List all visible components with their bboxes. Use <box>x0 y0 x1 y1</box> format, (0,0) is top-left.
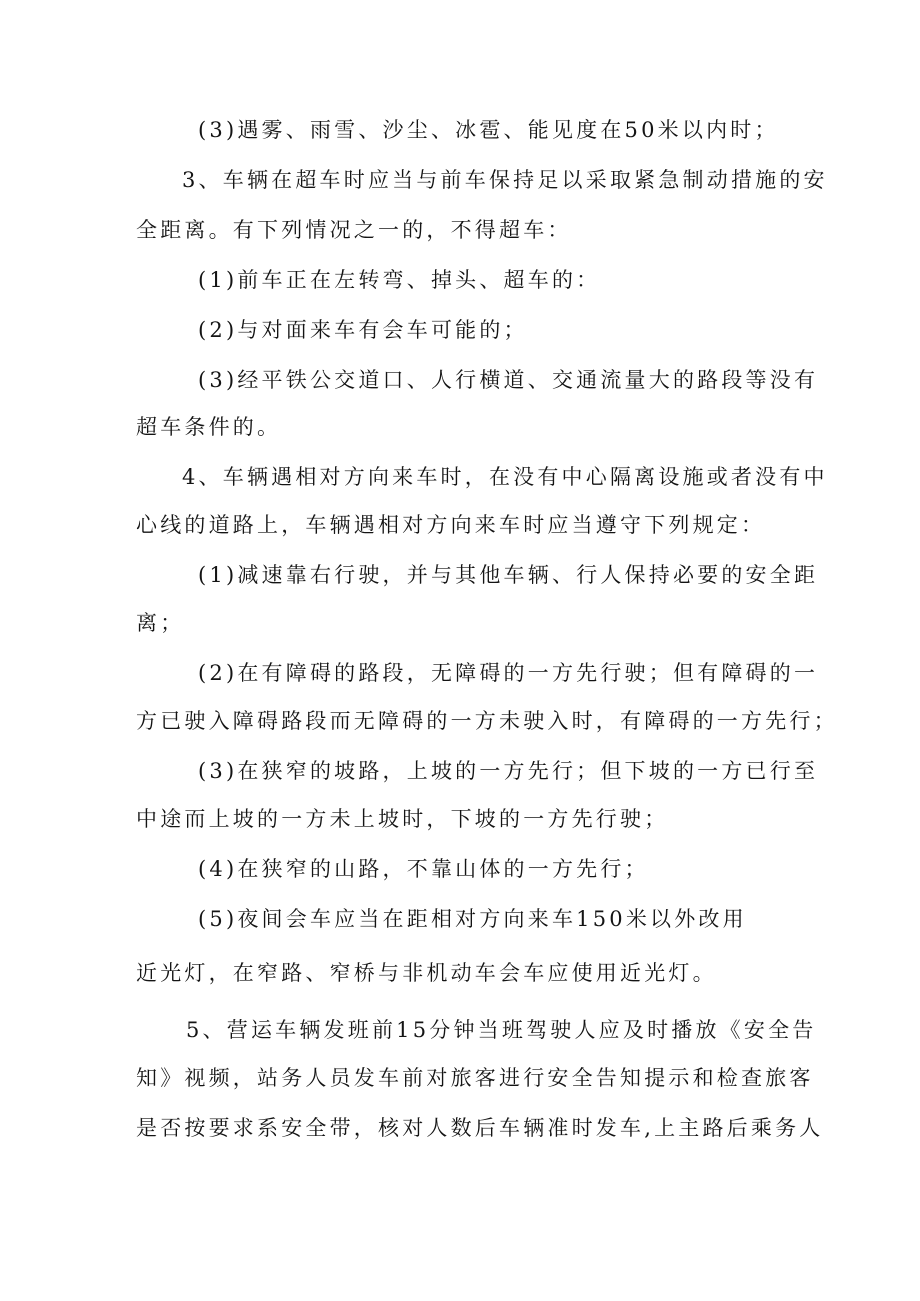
text-line: 中途而上坡的一方未上坡时，下坡的一方先行驶； <box>136 807 669 831</box>
text-line: (3)遇雾、雨雪、沙尘、冰雹、能见度在50米以内时； <box>198 118 779 142</box>
text-line: (2)在有障碍的路段，无障碍的一方先行驶；但有障碍的一 <box>198 661 819 685</box>
text-line: 是否按要求系安全带，核对人数后车辆准时发车,上主路后乘务人 <box>136 1116 824 1140</box>
text-line: 超车条件的。 <box>136 415 282 439</box>
text-line: 全距离。有下列情况之一的，不得超车： <box>136 218 572 242</box>
text-line: (5)夜间会车应当在距相对方向来车150米以外改用 <box>198 907 747 931</box>
text-line: 3、车辆在超车时应当与前车保持足以采取紧急制动措施的安 <box>182 168 828 192</box>
text-line: 4、车辆遇相对方向来车时，在没有中心隔离设施或者没有中 <box>182 465 828 489</box>
text-line: (1)减速靠右行驶，并与其他车辆、行人保持必要的安全距 <box>198 563 819 587</box>
text-line: (3)在狭窄的坡路，上坡的一方先行；但下坡的一方已行至 <box>198 759 819 783</box>
text-line: (3)经平铁公交道口、人行横道、交通流量大的路段等没有 <box>198 368 819 392</box>
text-line: 心线的道路上，车辆遇相对方向来车时应当遵守下列规定： <box>136 513 766 537</box>
text-line: (2)与对面来车有会车可能的； <box>198 318 528 342</box>
text-line: 方已驶入障碍路段而无障碍的一方未驶入时，有障碍的一方先行； <box>136 709 838 733</box>
text-line: (4)在狭窄的山路，不靠山体的一方先行； <box>198 857 649 881</box>
text-line: 离； <box>136 611 185 635</box>
text-line: 5、营运车辆发班前15分钟当班驾驶人应及时播放《安全告 <box>186 1018 817 1042</box>
text-line: 知》视频，站务人员发车前对旅客进行安全告知提示和检查旅客 <box>136 1066 814 1090</box>
text-line: 近光灯，在窄路、窄桥与非机动车会车应使用近光灯。 <box>136 961 717 985</box>
text-line: (1)前车正在左转弯、掉头、超车的： <box>198 268 601 292</box>
